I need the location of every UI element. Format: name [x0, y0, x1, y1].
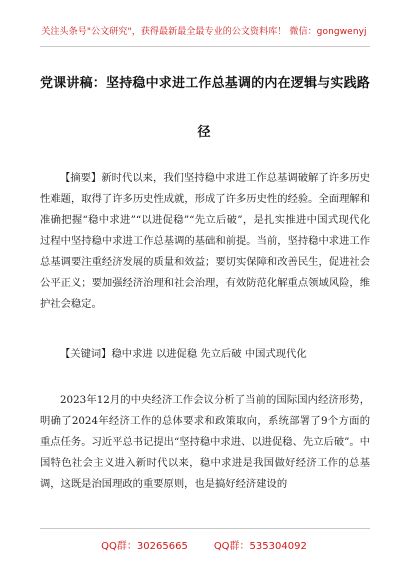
header-divider — [40, 46, 370, 47]
abstract-paragraph: 【摘要】新时代以来，我们坚持稳中求进工作总基调破解了许多历史性难题，取得了许多历史性成就，形成了许多历史性的经验。全面理解和准确把握“稳中求进”“以进促稳”“先立后破”，是扎实推进中国式现代化过程中坚持稳中求进工作总基调的基础和前提。当前，坚持稳中求进工作总基调要注重经济发展的质量和效益；要切实保障和改善民生，促进社会公平正义；要加强经济治理和社会治理，有效防范化解重点领域风险，维护社会稳定。 — [40, 172, 370, 310]
footer-divider — [40, 528, 370, 529]
footer-qq-group-2: QQ群：535304092 — [213, 541, 307, 552]
page-header: 关注头条号"公文研究"，获得最新最全最专业的公文资料库！ 微信：gongwenyj — [41, 27, 367, 37]
document-title: 党课讲稿：坚持稳中求进工作总基调的内在逻辑与实践路 — [40, 76, 371, 91]
keywords-paragraph: 【关键词】稳中求进 以进促稳 先立后破 中国式现代化 — [60, 348, 307, 360]
footer-qq-group-1: QQ群：30265665 — [101, 541, 188, 552]
body-paragraph: 2023年12月的中央经济工作会议分析了当前的国际国内经济形势，明确了2024年经济工作的总体要求和政策取向，系统部署了9个方面的重点任务。习近平总书记提出“坚持稳中求进、以进促稳、先立后破”。中国特色社会主义进入新时代以来，稳中求进是我国做好经济工作的总基调，这既是治国理政的重要原则，也是搞好经济建设的 — [40, 394, 370, 490]
page-footer — [0, 537, 408, 552]
document-title-continuation: 径 — [197, 125, 211, 140]
